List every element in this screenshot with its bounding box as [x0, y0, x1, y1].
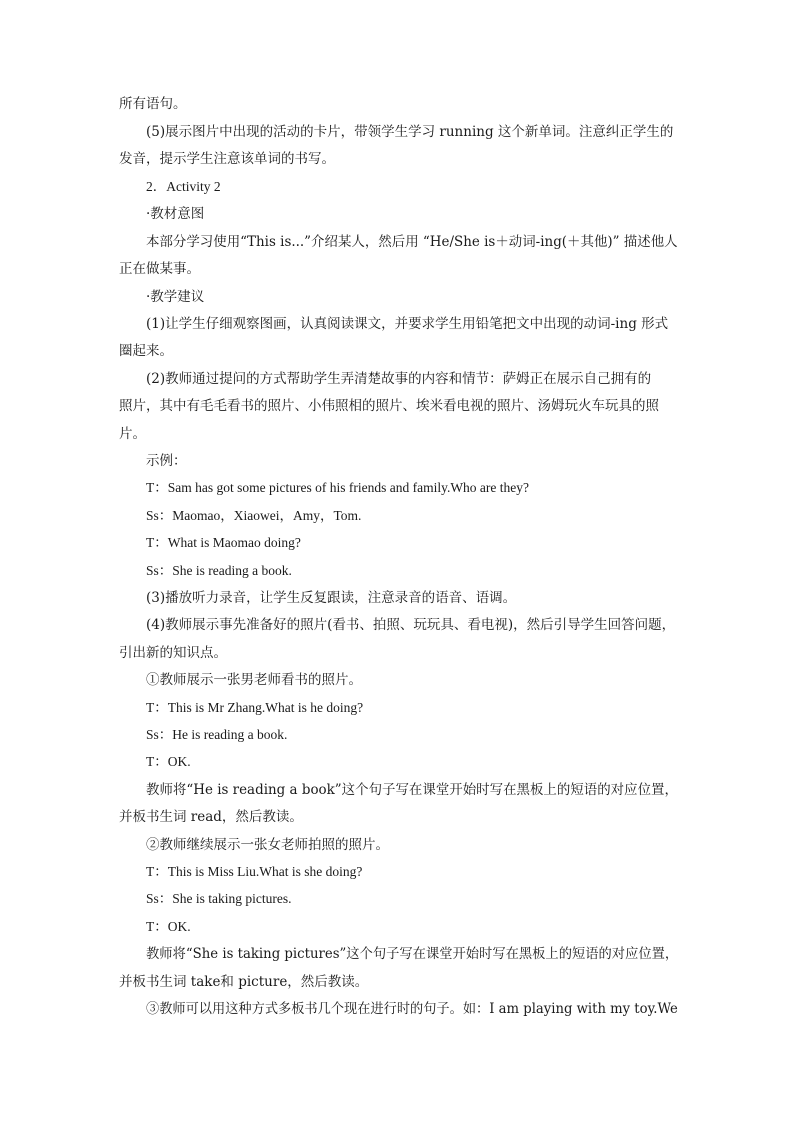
- section-heading: 2．Activity 2: [146, 179, 221, 194]
- text-line: 教师将“She is taking pictures”这个句子写在课堂开始时写在黑板上的短语的对应位置，: [146, 946, 679, 962]
- text-line: ②教师继续展示一张女老师拍照的照片。: [146, 837, 389, 853]
- dialogue-line: T：Sam has got some pictures of his friends and family.Who are they?: [146, 480, 530, 495]
- text-line: 并板书生词 read，然后教读。: [119, 809, 303, 825]
- text-line: 片。: [119, 426, 146, 442]
- text-line: 正在做某事。: [119, 261, 200, 277]
- text-line: ①教师展示一张男老师看书的照片。: [146, 672, 362, 688]
- dialogue-line: T：This is Miss Liu.What is she doing?: [146, 864, 363, 879]
- text-line: (4)教师展示事先准备好的照片(看书、拍照、玩玩具、看电视)，然后引导学生回答问题，: [146, 617, 676, 633]
- text-line: (1)让学生仔细观察图画，认真阅读课文，并要求学生用铅笔把文中出现的动词-ing 形式: [146, 316, 669, 332]
- text-line: 教师将“He is reading a book”这个句子写在课堂开始时写在黑板上的短语的对应位置，: [146, 782, 678, 798]
- dialogue-line: Ss：He is reading a book.: [146, 727, 288, 742]
- text-line: 引出新的知识点。: [119, 645, 227, 661]
- text-line: ③教师可以用这种方式多板书几个现在进行时的句子。如：I am playing with my toy.We: [146, 1001, 678, 1017]
- dialogue-line: Ss：She is reading a book.: [146, 563, 292, 578]
- text-line: (2)教师通过提问的方式帮助学生弄清楚故事的内容和情节：萨姆正在展示自己拥有的: [146, 371, 652, 387]
- text-line: 圈起来。: [119, 343, 173, 359]
- dialogue-line: T：This is Mr Zhang.What is he doing?: [146, 700, 364, 715]
- text-line: 发音，提示学生注意该单词的书写。: [119, 151, 335, 167]
- text-line: 所有语句。: [119, 96, 187, 112]
- text-line: (5)展示图片中出现的活动的卡片，带领学生学习 running 这个新单词。注意纠正学生的: [146, 124, 674, 140]
- text-line: 并板书生词 take和 picture，然后教读。: [119, 974, 369, 990]
- text-line: 示例：: [146, 453, 187, 469]
- text-line: (3)播放听力录音，让学生反复跟读，注意录音的语音、语调。: [146, 590, 517, 606]
- subheading: ·教学建议: [146, 289, 205, 305]
- dialogue-line: T：What is Maomao doing?: [146, 535, 301, 550]
- dialogue-line: T：OK.: [146, 919, 191, 934]
- dialogue-line: Ss：Maomao，Xiaowei，Amy，Tom.: [146, 508, 362, 523]
- subheading: ·教材意图: [146, 206, 205, 222]
- text-line: 本部分学习使用“This is...”介绍某人，然后用 “He/She is＋动词-ing(＋其他)” 描述他人: [146, 234, 678, 250]
- dialogue-line: T：OK.: [146, 754, 191, 769]
- text-line: 照片，其中有毛毛看书的照片、小伟照相的照片、埃米看电视的照片、汤姆玩火车玩具的照: [119, 398, 659, 414]
- dialogue-line: Ss：She is taking pictures.: [146, 891, 292, 906]
